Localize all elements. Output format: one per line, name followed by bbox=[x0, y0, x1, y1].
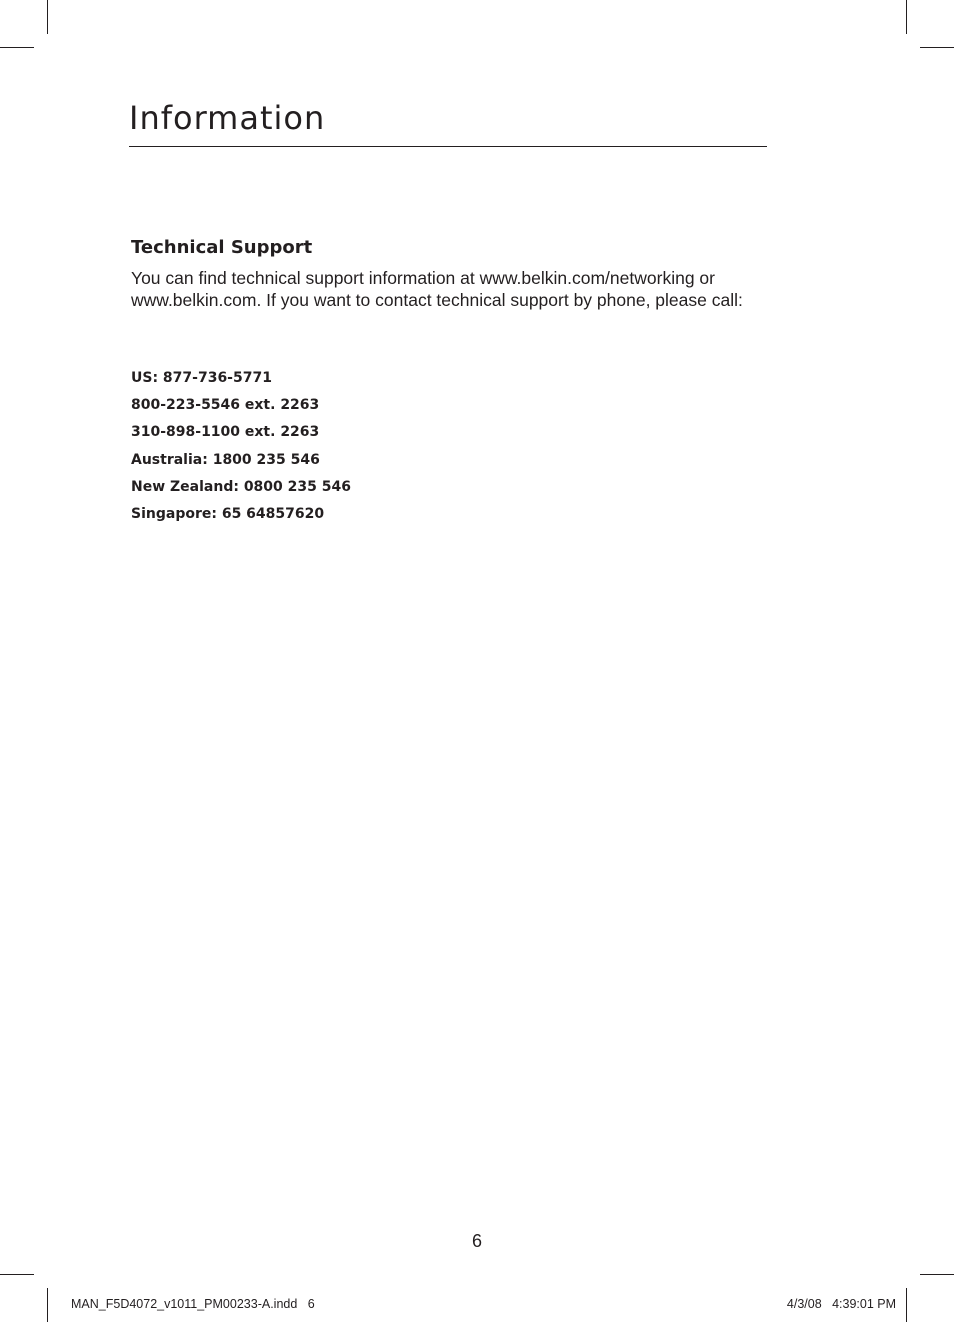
phone-line-us-alt-1: 800-223-5546 ext. 2263 bbox=[131, 397, 320, 414]
crop-mark-bottom-right-vertical bbox=[906, 1288, 907, 1322]
print-slug-file-info: MAN_F5D4072_v1011_PM00233-A.indd 6 bbox=[71, 1297, 315, 1311]
phone-line-singapore: Singapore: 65 64857620 bbox=[131, 505, 325, 522]
page-title: Information bbox=[129, 99, 326, 137]
phone-line-us-alt-2: 310-898-1100 ext. 2263 bbox=[131, 424, 320, 441]
section-heading: Technical Support bbox=[131, 237, 313, 258]
crop-mark-bottom-left-horizontal bbox=[0, 1274, 34, 1275]
phone-line-new-zealand: New Zealand: 0800 235 546 bbox=[131, 478, 351, 495]
title-underline-divider bbox=[129, 146, 767, 147]
crop-mark-top-left-vertical bbox=[47, 0, 48, 34]
crop-mark-top-right-horizontal bbox=[920, 47, 954, 48]
phone-line-australia: Australia: 1800 235 546 bbox=[131, 451, 320, 468]
crop-mark-top-left-horizontal bbox=[0, 47, 34, 48]
phone-line-us: US: 877-736-5771 bbox=[131, 370, 272, 386]
page-number: 6 bbox=[471, 1231, 482, 1251]
crop-mark-bottom-right-horizontal bbox=[920, 1274, 954, 1275]
crop-mark-bottom-left-vertical bbox=[47, 1288, 48, 1322]
intro-paragraph: You can find technical support information at www.belkin.com/networking or www.belkin.com. If you want to contact technical support by phone, please call: bbox=[131, 268, 743, 310]
print-slug-date-time: 4/3/08 4:39:01 PM bbox=[786, 1297, 896, 1311]
crop-mark-top-right-vertical bbox=[906, 0, 907, 34]
phone-number-list bbox=[131, 367, 351, 530]
